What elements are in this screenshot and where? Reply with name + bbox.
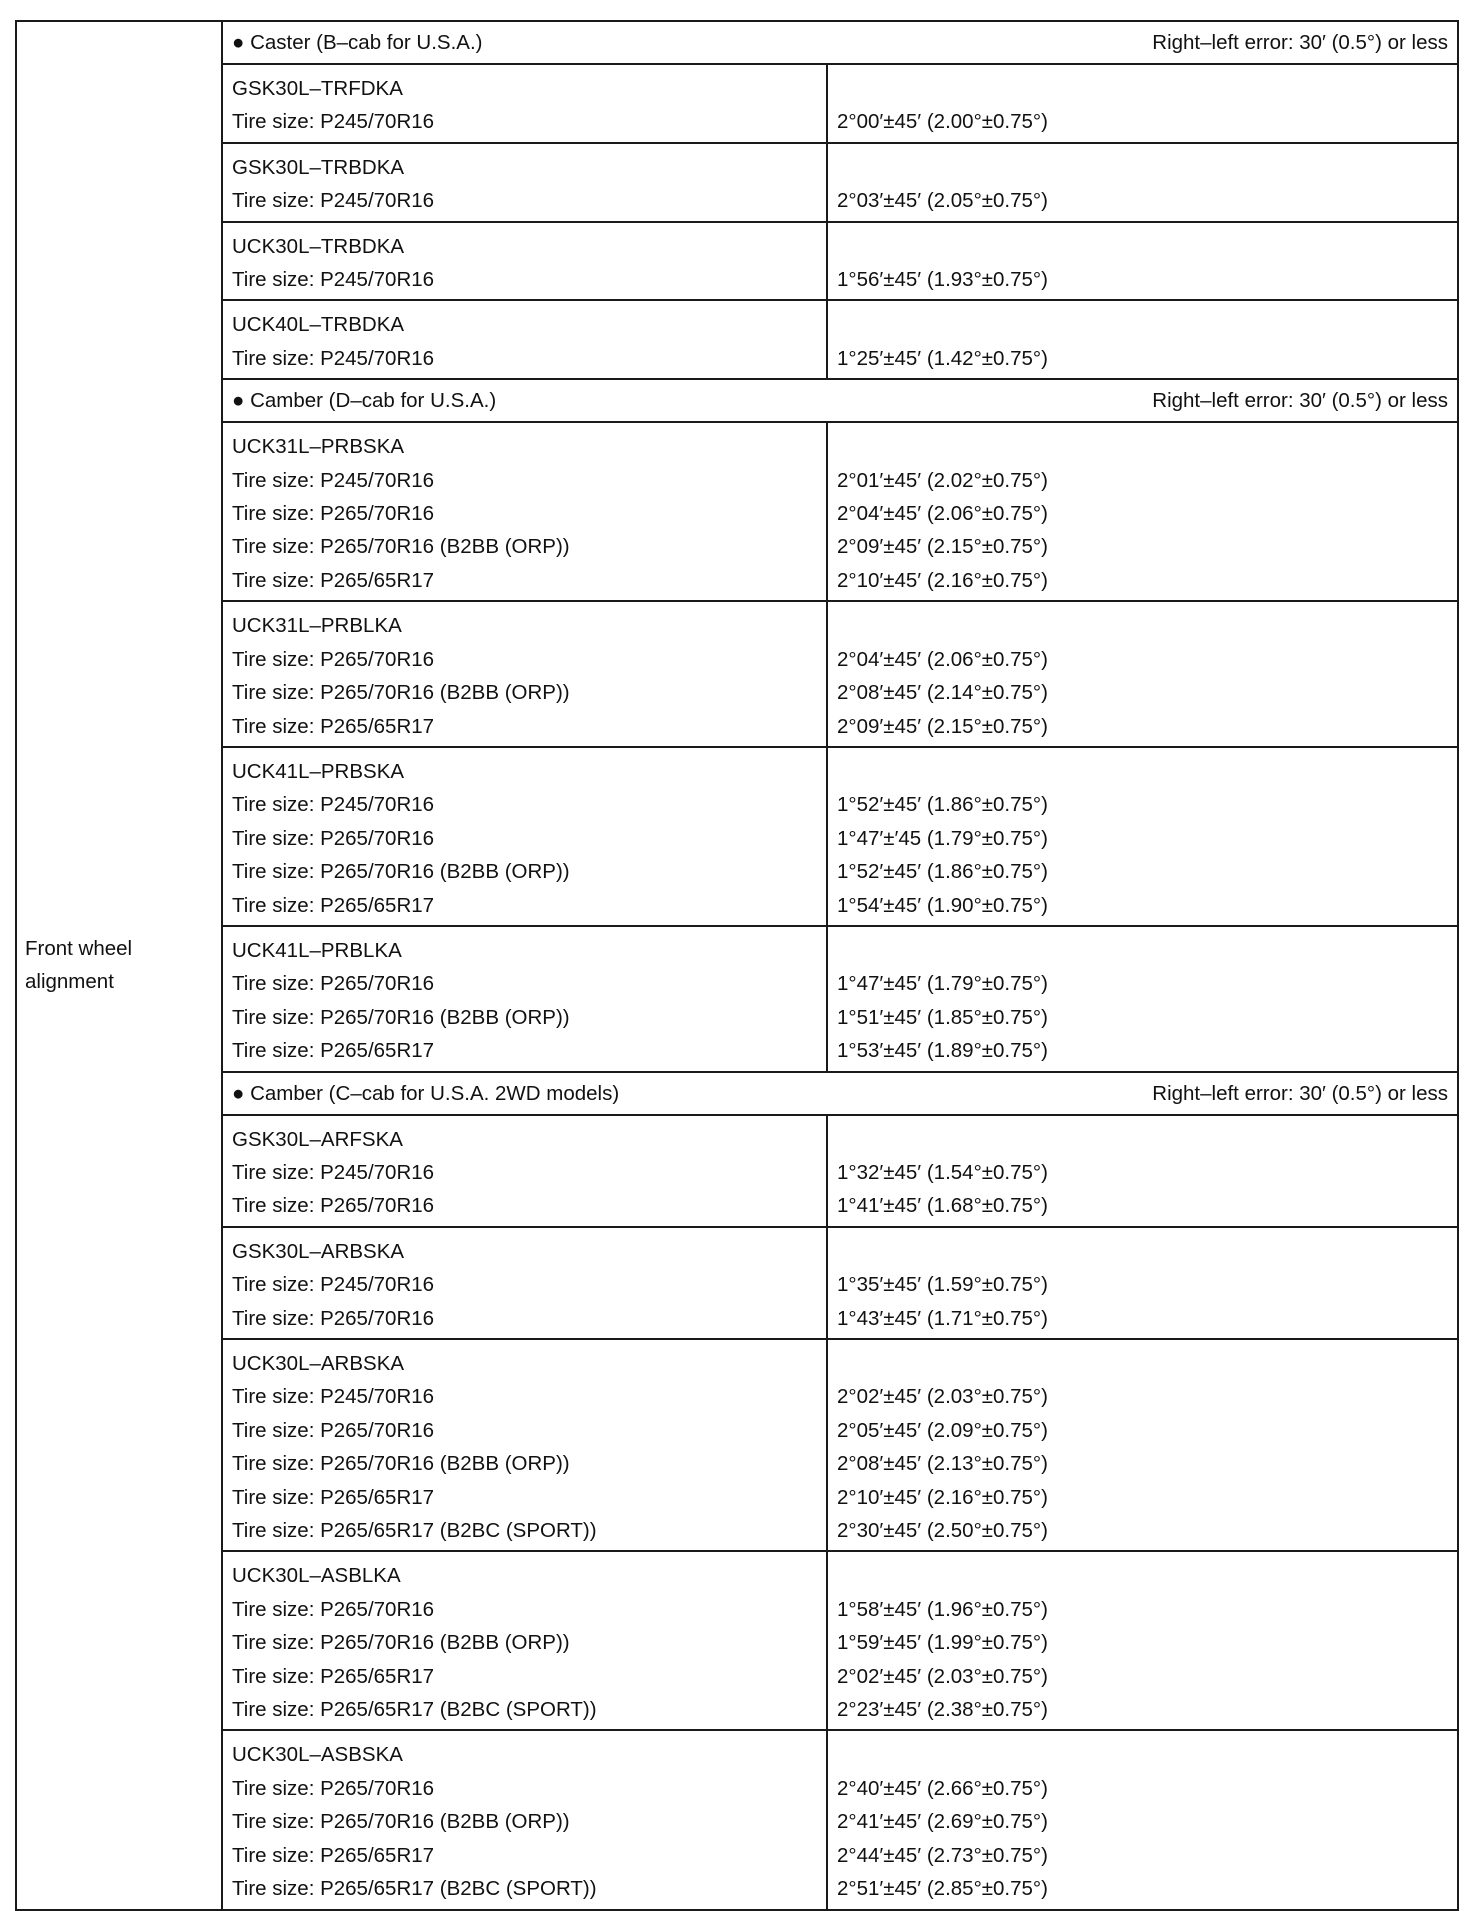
alignment-value: 1°35′±45′ (1.59°±0.75°) (837, 1273, 1048, 1297)
alignment-value: 2°09′±45′ (2.15°±0.75°) (837, 714, 1048, 738)
model-row (16, 1730, 1458, 1909)
section-error-tolerance: Right–left error: 30′ (0.5°) or less (1152, 1081, 1449, 1105)
model-code: UCK40L–TRBDKA (232, 313, 405, 337)
model-cell (222, 1730, 827, 1909)
tire-size: Tire size: P265/65R17 (232, 1664, 435, 1688)
value-spacer (837, 609, 1448, 642)
tire-size: Tire size: P265/70R16 (B2BB (ORP)) (232, 1810, 570, 1834)
model-code: UCK30L–ARBSKA (232, 1352, 405, 1375)
value-spacer (837, 72, 1448, 105)
value-cell (827, 222, 1458, 301)
model-row (16, 1227, 1458, 1339)
value-spacer (837, 230, 1448, 263)
value-spacer (837, 1235, 1448, 1268)
tire-size: Tire size: P245/70R16 (232, 189, 435, 213)
tire-size: Tire size: P265/70R16 (B2BB (ORP)) (232, 1005, 570, 1029)
value-spacer (837, 1559, 1448, 1592)
tire-size: Tire size: P265/70R16 (B2BB (ORP)) (232, 1631, 570, 1655)
model-cell (222, 422, 827, 601)
tire-size: Tire size: P265/70R16 (232, 1597, 435, 1621)
tire-size: Tire size: P265/65R17 (232, 1039, 435, 1063)
alignment-value: 1°58′±45′ (1.96°±0.75°) (837, 1597, 1048, 1621)
model-code: GSK30L–TRBDKA (232, 155, 405, 179)
value-cell (827, 300, 1458, 379)
model-code: UCK31L–PRBLKA (232, 614, 402, 638)
tire-size: Tire size: P265/65R17 (B2BC (SPORT)) (232, 1698, 597, 1722)
tire-size: Tire size: P245/70R16 (232, 1385, 435, 1409)
model-cell (222, 926, 827, 1072)
section-title: ● Caster (B–cab for U.S.A.) (232, 31, 483, 54)
alignment-value: 2°08′±45′ (2.14°±0.75°) (837, 681, 1048, 705)
alignment-value: 2°08′±45′ (2.13°±0.75°) (837, 1452, 1048, 1476)
value-spacer (837, 755, 1448, 788)
alignment-value: 2°10′±45′ (2.16°±0.75°) (837, 1485, 1048, 1509)
model-code: UCK41L–PRBSKA (232, 759, 405, 783)
alignment-value: 1°25′±45′ (1.42°±0.75°) (837, 346, 1048, 370)
model-code: UCK31L–PRBSKA (232, 435, 405, 459)
tire-size: Tire size: P245/70R16 (232, 1273, 435, 1297)
alignment-value: 1°47′±45′ (1.79°±0.75°) (837, 972, 1048, 996)
model-row (16, 143, 1458, 222)
tire-size: Tire size: P245/70R16 (232, 110, 435, 134)
model-row (16, 222, 1458, 301)
value-cell (827, 143, 1458, 222)
alignment-value: 2°23′±45′ (2.38°±0.75°) (837, 1698, 1048, 1722)
model-cell (222, 64, 827, 143)
tire-size: Tire size: P265/70R16 (B2BB (ORP)) (232, 860, 570, 884)
alignment-value: 1°43′±45′ (1.71°±0.75°) (837, 1306, 1048, 1330)
section-header-row (16, 379, 1458, 422)
section-header (222, 21, 1458, 64)
tire-size: Tire size: P245/70R16 (232, 1160, 435, 1184)
alignment-value: 1°41′±45′ (1.68°±0.75°) (837, 1194, 1048, 1218)
alignment-spec-body (16, 21, 1458, 1910)
value-spacer (837, 1738, 1448, 1771)
value-spacer (837, 151, 1448, 184)
value-cell (827, 1551, 1458, 1730)
tire-size: Tire size: P265/65R17 (232, 1843, 435, 1867)
alignment-value: 2°00′±45′ (2.00°±0.75°) (837, 110, 1048, 134)
value-cell (827, 601, 1458, 747)
alignment-value: 1°47′±′45 (1.79°±0.75°) (837, 826, 1048, 850)
model-code: GSK30L–ARFSKA (232, 1127, 403, 1151)
model-row (16, 1551, 1458, 1730)
alignment-value: 2°09′±45′ (2.15°±0.75°) (837, 535, 1048, 559)
model-code: UCK30L–ASBLKA (232, 1564, 401, 1588)
value-spacer (837, 1123, 1448, 1156)
tire-size: Tire size: P265/65R17 (232, 714, 435, 738)
model-cell (222, 747, 827, 926)
alignment-value: 1°52′±45′ (1.86°±0.75°) (837, 860, 1048, 884)
section-header-row (16, 1072, 1458, 1115)
alignment-value: 2°10′±45′ (2.16°±0.75°) (837, 568, 1048, 592)
alignment-value: 2°01′±45′ (2.02°±0.75°) (837, 468, 1048, 492)
model-row (16, 64, 1458, 143)
model-row (16, 601, 1458, 747)
model-cell (222, 222, 827, 301)
model-row (16, 300, 1458, 379)
section-error-tolerance: Right–left error: 30′ (0.5°) or less (1152, 389, 1449, 413)
value-spacer (837, 308, 1448, 341)
tire-size: Tire size: P245/70R16 (232, 468, 435, 492)
alignment-value: 1°52′±45′ (1.86°±0.75°) (837, 793, 1048, 817)
alignment-value: 1°32′±45′ (1.54°±0.75°) (837, 1160, 1048, 1184)
tire-size: Tire size: P265/70R16 (232, 1306, 435, 1330)
model-code: UCK30L–TRBDKA (232, 234, 405, 258)
tire-size: Tire size: P265/70R16 (B2BB (ORP)) (232, 1452, 570, 1476)
alignment-value: 1°59′±45′ (1.99°±0.75°) (837, 1631, 1048, 1655)
model-row (16, 422, 1458, 601)
alignment-value: 2°04′±45′ (2.06°±0.75°) (837, 502, 1048, 526)
tire-size: Tire size: P265/70R16 (B2BB (ORP)) (232, 681, 570, 705)
tire-size: Tire size: P265/70R16 (232, 647, 435, 671)
value-cell (827, 64, 1458, 143)
alignment-value: 1°56′±45′ (1.93°±0.75°) (837, 268, 1048, 292)
alignment-spec-table (15, 20, 1459, 1911)
value-cell (827, 1730, 1458, 1909)
model-code: UCK41L–PRBLKA (232, 938, 402, 962)
alignment-value: 1°54′±45′ (1.90°±0.75°) (837, 893, 1048, 917)
model-code: UCK30L–ASBSKA (232, 1743, 403, 1767)
alignment-value: 2°04′±45′ (2.06°±0.75°) (837, 647, 1048, 671)
alignment-value: 2°02′±45′ (2.03°±0.75°) (837, 1664, 1048, 1688)
model-cell (222, 1115, 827, 1227)
section-title: ● Camber (C–cab for U.S.A. 2WD models) (232, 1081, 620, 1105)
tire-size: Tire size: P265/65R17 (232, 568, 435, 592)
alignment-value: 2°02′±45′ (2.03°±0.75°) (837, 1385, 1048, 1409)
tire-size: Tire size: P265/70R16 (232, 1418, 435, 1442)
tire-size: Tire size: P265/70R16 (232, 502, 435, 526)
tire-size: Tire size: P265/65R17 (B2BC (SPORT)) (232, 1877, 597, 1901)
model-row (16, 1339, 1458, 1551)
value-cell (827, 1227, 1458, 1339)
alignment-value: 2°51′±45′ (2.85°±0.75°) (837, 1877, 1048, 1901)
model-cell (222, 1551, 827, 1730)
section-header (222, 379, 1458, 422)
model-row (16, 926, 1458, 1072)
value-cell (827, 747, 1458, 926)
model-code: GSK30L–ARBSKA (232, 1239, 405, 1263)
value-spacer (837, 934, 1448, 967)
tire-size: Tire size: P245/70R16 (232, 793, 435, 817)
alignment-value: 2°03′±45′ (2.05°±0.75°) (837, 189, 1048, 213)
value-spacer (837, 1347, 1448, 1380)
alignment-value: 1°51′±45′ (1.85°±0.75°) (837, 1005, 1048, 1029)
value-spacer (837, 430, 1448, 463)
section-header (222, 1072, 1458, 1115)
section-header-row (16, 21, 1458, 64)
value-cell (827, 1115, 1458, 1227)
alignment-value: 2°05′±45′ (2.09°±0.75°) (837, 1418, 1048, 1442)
tire-size: Tire size: P265/70R16 (B2BB (ORP)) (232, 535, 570, 559)
value-cell (827, 1339, 1458, 1551)
model-row (16, 1115, 1458, 1227)
alignment-value: 2°44′±45′ (2.73°±0.75°) (837, 1843, 1048, 1867)
tire-size: Tire size: P265/70R16 (232, 826, 435, 850)
tire-size: Tire size: P265/70R16 (232, 1194, 435, 1218)
model-cell (222, 300, 827, 379)
tire-size: Tire size: P245/70R16 (232, 268, 435, 292)
tire-size: Tire size: P265/65R17 (232, 1485, 435, 1509)
row-label: Front wheel alignment (16, 21, 222, 1910)
tire-size: Tire size: P265/65R17 (B2BC (SPORT)) (232, 1519, 597, 1543)
alignment-value: 2°30′±45′ (2.50°±0.75°) (837, 1519, 1048, 1543)
alignment-value: 1°53′±45′ (1.89°±0.75°) (837, 1039, 1048, 1063)
tire-size: Tire size: P265/70R16 (232, 1776, 435, 1800)
tire-size: Tire size: P265/70R16 (232, 972, 435, 996)
model-cell (222, 1339, 827, 1551)
section-error-tolerance: Right–left error: 30′ (0.5°) or less (1152, 31, 1449, 54)
tire-size: Tire size: P265/65R17 (232, 893, 435, 917)
tire-size: Tire size: P245/70R16 (232, 346, 435, 370)
model-cell (222, 143, 827, 222)
model-cell (222, 601, 827, 747)
alignment-value: 2°40′±45′ (2.66°±0.75°) (837, 1776, 1048, 1800)
model-row (16, 747, 1458, 926)
value-cell (827, 926, 1458, 1072)
section-title: ● Camber (D–cab for U.S.A.) (232, 389, 497, 413)
model-code: GSK30L–TRFDKA (232, 77, 403, 100)
model-cell (222, 1227, 827, 1339)
value-cell (827, 422, 1458, 601)
alignment-value: 2°41′±45′ (2.69°±0.75°) (837, 1810, 1048, 1834)
